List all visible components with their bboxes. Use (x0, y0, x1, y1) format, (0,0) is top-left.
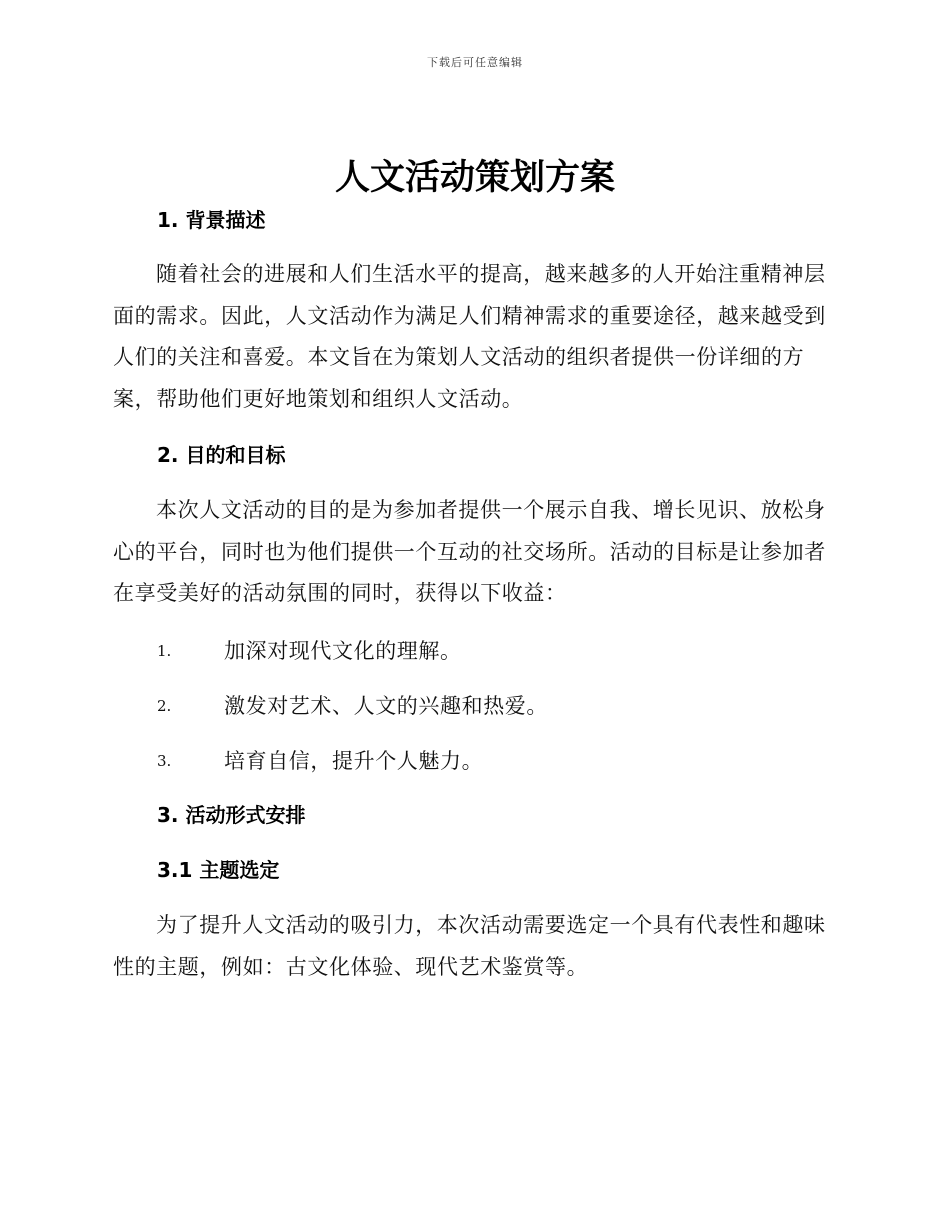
paragraph-theme: 为了提升人文活动的吸引力，本次活动需要选定一个具有代表性和趣味性的主题，例如：古文化体验、现代艺术鉴赏等。 (113, 913, 826, 979)
paragraph-goals: 本次人文活动的目的是为参加者提供一个展示自我、增长见识、放松身心的平台，同时也为他们提供一个互动的社交场所。活动的目标是让参加者在享受美好的活动氛围的同时，获得以下收益： (113, 498, 826, 605)
subsection-heading-theme: 3.1 主题选定 (157, 858, 280, 882)
list-number: 2. (157, 697, 172, 715)
list-text: 激发对艺术、人文的兴趣和热爱。 (224, 694, 548, 718)
list-number: 1. (157, 642, 172, 660)
section-heading-format: 3. 活动形式安排 (157, 803, 306, 827)
header-note: 下载后可任意编辑 (427, 56, 523, 69)
section-heading-background: 1. 背景描述 (157, 208, 266, 232)
document-title: 人文活动策划方案 (334, 158, 615, 198)
paragraph-background: 随着社会的进展和人们生活水平的提高，越来越多的人开始注重精神层面的需求。因此，人文活动作为满足人们精神需求的重要途径，越来越受到人们的关注和喜爱。本文旨在为策划人文活动的组织者提供一份详细的方案，帮助他们更好地策划和组织人文活动。 (113, 262, 826, 411)
list-number: 3. (157, 752, 172, 770)
section-heading-goals: 2. 目的和目标 (157, 443, 286, 467)
list-text: 培育自信，提升个人魅力。 (224, 749, 484, 773)
list-text: 加深对现代文化的理解。 (224, 639, 462, 663)
